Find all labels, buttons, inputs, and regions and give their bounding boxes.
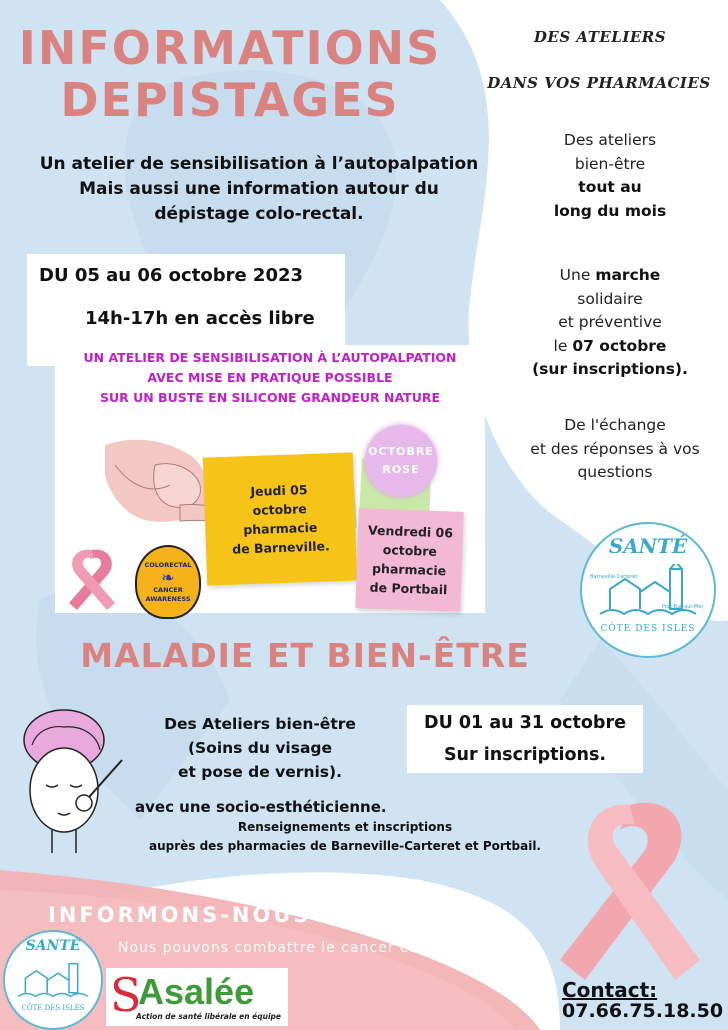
note-yellow-line-1: Jeudi 05 (250, 482, 308, 500)
sante-logo-small (3, 930, 103, 1030)
right-heading-1: DES ATELIERS (533, 28, 667, 46)
atelier-line-1: UN ATELIER DE SENSIBILISATION À L’AUTOPALPATION (83, 350, 457, 365)
sante-logo-left: Barneville-Carteret (590, 574, 638, 580)
small-ribbon-icon (62, 545, 122, 615)
pink-ribbon-icon (545, 790, 715, 990)
slogan-text: Nous pouvons combattre le cancer ensemble (118, 940, 477, 956)
colorectal-top: COLORECTAL (144, 560, 192, 569)
block1-line-1: Des ateliers (563, 131, 657, 149)
note-pink-line-2: octobre (382, 542, 438, 559)
right-block-echange (505, 414, 725, 485)
rens-line-2: auprès des pharmacies de Barneville-Carteret et Portbail. (148, 839, 541, 853)
block3-line-1: De l'échange (564, 416, 666, 434)
octobre-rose-line-1: OCTOBRE (368, 445, 434, 458)
contact-phone[interactable]: 07.66.75.18.50 (562, 1000, 724, 1022)
block1-line-2: bien-être (574, 154, 646, 173)
informons-nous-title: INFORMONS-NOUS (48, 903, 312, 927)
right-block-ateliers (510, 129, 710, 223)
page-title (0, 22, 460, 126)
blue-ribbon-icon: ❧ (161, 567, 175, 587)
date-box-hours: 14h-17h en accès libre (85, 308, 315, 329)
block2-line-1-pre: Une (559, 266, 596, 284)
right-block-marche (500, 264, 720, 382)
face-care-illustration (12, 705, 130, 855)
ateliers-line-1: Des Ateliers bien-être (164, 715, 356, 733)
contact-label: Contact: (562, 978, 658, 1002)
socio-text: avec une socio-esthéticienne. (135, 798, 387, 816)
sante-small-title: SANTÉ (25, 938, 81, 954)
sante-logo-right: Port-Bail-sur-Mer (662, 604, 704, 610)
date-octobre-line-1: DU 01 au 31 octobre (424, 713, 626, 733)
sante-small-bottom: CÔTE DES ISLES (21, 1004, 85, 1012)
sante-cote-des-isles-logo (580, 522, 716, 658)
block3-line-3: questions (577, 463, 653, 481)
asalee-logo (106, 968, 288, 1026)
right-heading-2: DANS VOS PHARMACIES (487, 74, 711, 92)
asalee-subtitle: Action de santé libérale en équipe (136, 1012, 281, 1021)
note-yellow-line-4: de Barneville. (231, 538, 330, 557)
sante-logo-title: SANTÉ (608, 534, 688, 558)
note-pink-line-3: pharmacie (371, 560, 447, 579)
colorectal-mid: CANCER (153, 585, 183, 594)
atelier-line-3: SUR UN BUSTE EN SILICONE GRANDEUR NATURE (99, 390, 441, 405)
rens-line-1: Renseignements et inscriptions (237, 820, 453, 834)
octobre-rose-badge (365, 425, 437, 497)
block2-line-4-pre: le (553, 336, 573, 355)
ateliers-line-2: (Soins du visage (187, 739, 333, 757)
date-box-date: DU 05 au 06 octobre 2023 (39, 265, 304, 286)
block2-line-5: (sur inscriptions). (532, 360, 688, 378)
note-yellow-line-3: pharmacie (243, 519, 318, 538)
note-pink-line-1: Vendredi 06 (367, 522, 454, 541)
note-yellow-line-2: octobre (252, 501, 307, 518)
block2-line-4-bold: 07 octobre (572, 336, 667, 355)
colorectal-awareness-badge (135, 545, 201, 619)
block1-line-4: long du mois (553, 201, 667, 220)
section-title-maladie: MALADIE ET BIEN-ÊTRE (80, 636, 530, 675)
village-icon-small (17, 960, 89, 1000)
block2-line-1-bold: marche (595, 266, 661, 284)
intro-text (20, 152, 498, 227)
title-line-1: INFORMATIONS (18, 21, 442, 75)
sticky-note-portbail (355, 508, 463, 612)
colorectal-bottom: AWARENESS (145, 594, 191, 603)
note-pink-line-4: de Portbail (369, 579, 448, 598)
sante-logo-bottom: CÔTE DES ISLES (600, 624, 696, 634)
ateliers-line-3: et pose de vernis). (177, 763, 342, 781)
intro-line-1: Un atelier de sensibilisation à l’autopalpation (39, 154, 479, 174)
block2-line-2: solidaire (577, 289, 643, 308)
intro-line-3: dépistage colo-rectal. (154, 204, 364, 224)
date-box-octobre (407, 705, 643, 773)
asalee-name: Asalée (138, 971, 255, 1012)
village-icon (600, 564, 696, 619)
block2-line-3: et préventive (558, 313, 662, 331)
asalee-swoosh-icon: S (110, 968, 142, 1022)
title-line-2: DEPISTAGES (60, 73, 400, 127)
block3-line-2: et des réponses à vos (530, 439, 700, 458)
sticky-note-barneville (203, 452, 357, 585)
block1-line-3: tout au (578, 178, 642, 196)
intro-line-2: Mais aussi une information autour du (79, 179, 439, 199)
octobre-rose-line-2: ROSE (382, 463, 420, 476)
date-octobre-line-2: Sur inscriptions. (443, 745, 607, 765)
ateliers-bien-etre-text (140, 712, 380, 784)
renseignements-text (120, 818, 570, 856)
atelier-line-2: AVEC MISE EN PRATIQUE POSSIBLE (147, 370, 393, 385)
atelier-text (65, 348, 475, 408)
